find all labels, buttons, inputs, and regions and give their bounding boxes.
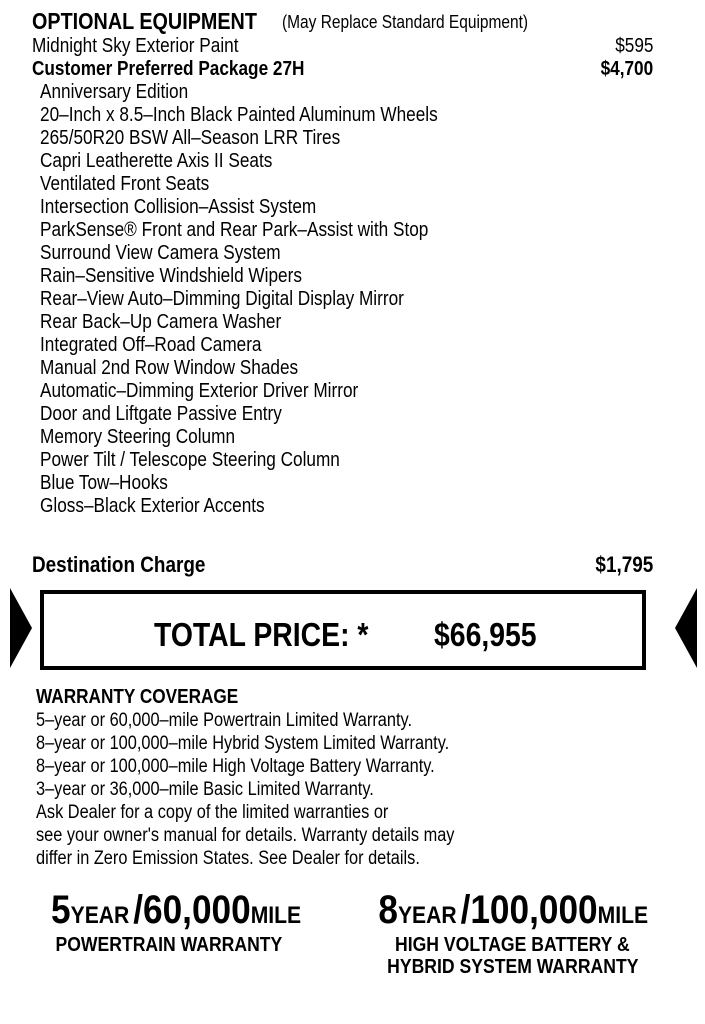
total-price-label: TOTAL PRICE: * bbox=[154, 616, 369, 653]
badge-miles: 100,000 bbox=[470, 888, 598, 932]
left-arrow-icon bbox=[10, 588, 32, 668]
option-label: Midnight Sky Exterior Paint bbox=[32, 35, 239, 57]
badge-miles: 60,000 bbox=[143, 888, 251, 932]
badge-slash: / bbox=[133, 888, 144, 932]
total-price-box bbox=[40, 590, 646, 670]
option-price: $4,700 bbox=[600, 58, 653, 80]
warranty-line: Ask Dealer for a copy of the limited warranties or bbox=[36, 802, 389, 823]
badge-year-unit: YEAR bbox=[397, 902, 457, 929]
destination-charge-row bbox=[32, 552, 653, 580]
warranty-line: 5–year or 60,000–mile Powertrain Limited Warranty. bbox=[36, 710, 412, 731]
list-item: ParkSense® Front and Rear Park–Assist with Stop bbox=[40, 219, 429, 241]
badge-mile-unit: MILE bbox=[250, 902, 302, 929]
list-item: Integrated Off–Road Camera bbox=[40, 334, 262, 356]
badge-mile-unit: MILE bbox=[597, 902, 649, 929]
list-item: Door and Liftgate Passive Entry bbox=[40, 403, 282, 425]
list-item: 20–Inch x 8.5–Inch Black Painted Aluminum Wheels bbox=[40, 104, 438, 126]
warranty-title: WARRANTY COVERAGE bbox=[36, 686, 239, 708]
warranty-line: 8–year or 100,000–mile High Voltage Battery Warranty. bbox=[36, 756, 435, 777]
option-price: $595 bbox=[614, 35, 653, 57]
list-item: Anniversary Edition bbox=[40, 81, 189, 103]
destination-label: Destination Charge bbox=[32, 552, 206, 577]
warranty-line: differ in Zero Emission States. See Dealer for details. bbox=[36, 848, 420, 869]
list-item: Rear Back–Up Camera Washer bbox=[40, 311, 282, 333]
warranty-coverage bbox=[36, 686, 523, 871]
destination-price: $1,795 bbox=[595, 552, 653, 577]
badge-slash: / bbox=[460, 888, 471, 932]
option-row-paint bbox=[32, 35, 653, 58]
option-row-package bbox=[32, 58, 653, 81]
package-feature-list bbox=[40, 81, 502, 518]
list-item: Intersection Collision–Assist System bbox=[40, 196, 317, 218]
badge-caption: HIGH VOLTAGE BATTERY & bbox=[395, 934, 630, 956]
right-arrow-icon bbox=[675, 588, 697, 668]
section-subtitle: (May Replace Standard Equipment) bbox=[282, 12, 529, 32]
list-item: Memory Steering Column bbox=[40, 426, 236, 448]
list-item: Automatic–Dimming Exterior Driver Mirror bbox=[40, 380, 359, 402]
list-item: Rain–Sensitive Windshield Wipers bbox=[40, 265, 302, 287]
badge-caption: POWERTRAIN WARRANTY bbox=[55, 934, 283, 956]
list-item: Surround View Camera System bbox=[40, 242, 281, 264]
warranty-line: 3–year or 36,000–mile Basic Limited Warranty. bbox=[36, 779, 374, 800]
list-item: Blue Tow–Hooks bbox=[40, 472, 168, 494]
list-item: Gloss–Black Exterior Accents bbox=[40, 495, 265, 517]
badge-years: 5 bbox=[51, 888, 71, 932]
list-item: Ventilated Front Seats bbox=[40, 173, 210, 195]
option-label: Customer Preferred Package 27H bbox=[32, 58, 305, 80]
list-item: Rear–View Auto–Dimming Digital Display Mirror bbox=[40, 288, 404, 310]
badge-years: 8 bbox=[378, 888, 398, 932]
optional-equipment-header bbox=[32, 8, 529, 35]
battery-warranty-badge bbox=[360, 890, 665, 978]
total-price-value: $66,955 bbox=[434, 616, 537, 653]
badge-caption: HYBRID SYSTEM WARRANTY bbox=[386, 956, 639, 978]
list-item: Capri Leatherette Axis II Seats bbox=[40, 150, 273, 172]
list-item: Manual 2nd Row Window Shades bbox=[40, 357, 299, 379]
powertrain-warranty-badge bbox=[34, 890, 304, 956]
badge-year-unit: YEAR bbox=[70, 902, 130, 929]
section-title: OPTIONAL EQUIPMENT bbox=[32, 8, 257, 34]
warranty-line: see your owner's manual for details. Warranty details may bbox=[36, 825, 455, 846]
warranty-line: 8–year or 100,000–mile Hybrid System Limited Warranty. bbox=[36, 733, 450, 754]
list-item: Power Tilt / Telescope Steering Column bbox=[40, 449, 340, 471]
list-item: 265/50R20 BSW All–Season LRR Tires bbox=[40, 127, 341, 149]
